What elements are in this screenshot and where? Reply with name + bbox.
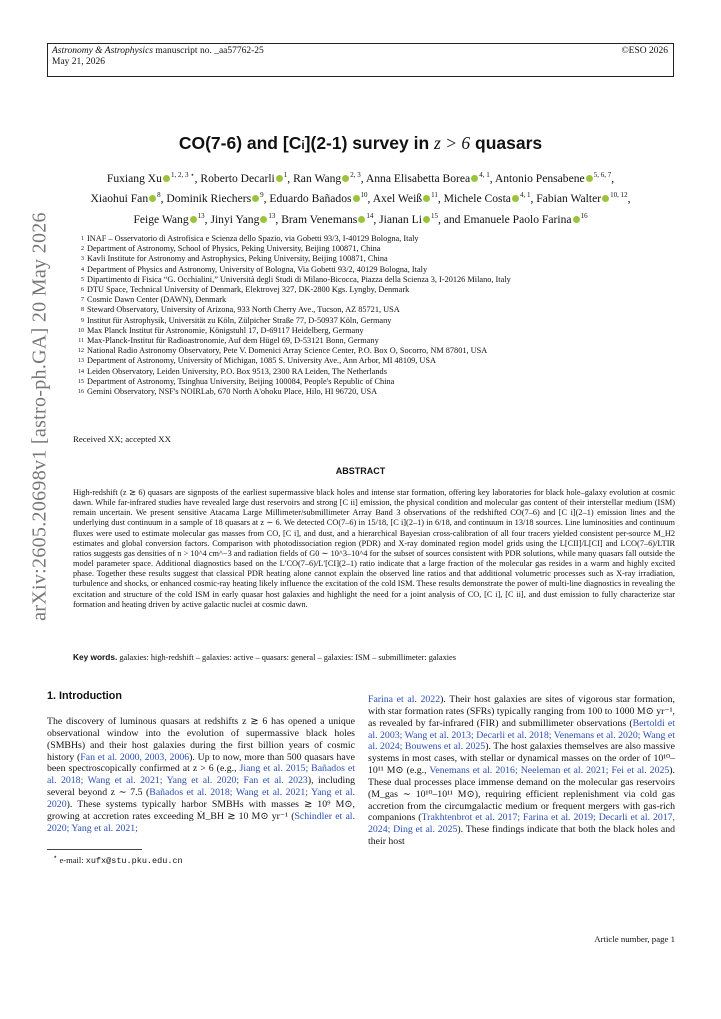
author-name: Roberto Decarli bbox=[200, 171, 275, 185]
author-name: Ran Wang bbox=[293, 171, 342, 185]
citation-link[interactable]: Bañados et al. 2018; Wang et al. 2021; Yang et al. 2020 bbox=[47, 787, 355, 810]
affiliation-item bbox=[75, 244, 675, 254]
affiliation-text: Leiden Observatory, Leiden University, P.O. Box 9513, 2300 RA Leiden, The Netherlands bbox=[87, 366, 387, 376]
affiliation-item bbox=[75, 387, 675, 397]
affiliation-item bbox=[75, 346, 675, 356]
orcid-icon[interactable] bbox=[190, 216, 197, 223]
affiliation-number: 13 bbox=[78, 358, 84, 365]
affiliation-list bbox=[75, 234, 675, 397]
affiliation-item bbox=[75, 377, 675, 387]
affiliation-number: 3 bbox=[81, 256, 84, 263]
orcid-icon[interactable] bbox=[163, 175, 170, 182]
affiliation-number: 10 bbox=[78, 327, 84, 334]
affiliation-item bbox=[75, 285, 675, 295]
citation-link[interactable]: Bertoldi et al. 2003; Wang et al. 2013; Decarli et al. 2018; Venemans et al. 2020; Wang et al. 2024; Bouwens et al. 2025 bbox=[368, 717, 675, 753]
affiliation-item bbox=[75, 326, 675, 336]
affiliation-text: National Radio Astronomy Observatory, Pete V. Domenici Array Science Center, P.O. Box O, Socorro, NM 87801, USA bbox=[87, 346, 488, 356]
affiliation-text: Kavli Institute for Astronomy and Astrophysics, Peking University, Beijing 100871, China bbox=[87, 254, 388, 264]
affiliation-text: Max Planck Institut für Astronomie, Königstuhl 17, D-69117 Heidelberg, Germany bbox=[87, 325, 364, 335]
author-affil-sup: 10 bbox=[360, 191, 368, 200]
footnote bbox=[53, 853, 183, 866]
affiliation-item bbox=[75, 295, 675, 305]
author-name: Xiaohui Fan bbox=[90, 192, 149, 206]
author bbox=[444, 192, 531, 205]
author-affil-sup: 9 bbox=[260, 191, 264, 200]
author-name: Fuxiang Xu bbox=[106, 171, 162, 185]
orcid-icon[interactable] bbox=[260, 216, 267, 223]
author bbox=[269, 192, 367, 205]
body-text: ). These findings indicate that both the black holes and their host bbox=[368, 824, 675, 848]
author-name: Feige Wang bbox=[133, 212, 189, 226]
citation-link[interactable]: Schindler et al. 2020; Yang et al. 2021; bbox=[47, 810, 355, 834]
orcid-icon[interactable] bbox=[252, 195, 259, 202]
affiliation-text: Steward Observatory, University of Arizona, 933 North Cherry Ave., Tucson, AZ 85721, USA bbox=[87, 305, 400, 315]
author-name: Antonio Pensabene bbox=[494, 171, 585, 185]
orcid-icon[interactable] bbox=[586, 175, 593, 182]
affiliation-text: Cosmic Dawn Center (DAWN), Denmark bbox=[87, 295, 227, 305]
author-affil-sup: 2, 3 bbox=[350, 171, 361, 179]
orcid-icon[interactable] bbox=[342, 175, 349, 182]
author-affil-sup: 15 bbox=[430, 211, 438, 220]
abstract-heading: ABSTRACT bbox=[335, 466, 386, 476]
affiliation-text: INAF – Osservatorio di Astrofisica e Scienza dello Spazio, via Gobetti 93/3, I-40129 Bologna, Italy bbox=[87, 234, 419, 243]
journal-name: Astronomy & Astrophysics bbox=[52, 46, 153, 56]
author-affil-sup: 5, 6, 7 bbox=[593, 171, 612, 179]
body-text: ). Up to now, more than 500 quasars have been spectroscopically confirmed at z > 6 (e.g., bbox=[47, 751, 355, 775]
author bbox=[536, 192, 627, 205]
footnote-marker: ⋆ bbox=[53, 853, 58, 861]
copyright: ©ESO 2026 bbox=[621, 46, 668, 56]
affiliation-text: Dipartimento di Fisica “G. Occhialini,” Università degli Studi di Milano-Bicocca, Piazza della Scienza 3, I-20126 Milano, Italy bbox=[87, 274, 511, 284]
author-name: Axel Weiß bbox=[372, 192, 423, 206]
body-column-left bbox=[47, 716, 355, 834]
affiliation-number: 15 bbox=[78, 378, 84, 385]
author-name: Anna Elisabetta Borea bbox=[365, 171, 471, 185]
affiliation-item bbox=[75, 254, 675, 264]
footnote-email[interactable]: xufx@stu.pku.edu.cn bbox=[85, 855, 183, 866]
affiliation-number: 1 bbox=[81, 236, 84, 242]
orcid-icon[interactable] bbox=[423, 216, 430, 223]
author-affil-sup: 1 bbox=[283, 171, 288, 179]
citation-link[interactable]: Farina et al. 2022 bbox=[368, 694, 441, 705]
author-affil-sup: 8 bbox=[157, 191, 161, 200]
keywords-label: Key words. bbox=[73, 652, 118, 662]
author bbox=[133, 213, 204, 226]
affiliation-item bbox=[75, 234, 675, 244]
affiliation-text: DTU Space, Technical University of Denmark, Elektrovej 327, DK-2800 Kgs. Lyngby, Denmark bbox=[87, 285, 410, 295]
affiliation-number: 14 bbox=[78, 368, 84, 375]
author bbox=[293, 172, 361, 185]
author-affil-sup: 1, 2, 3 ⋆ bbox=[170, 171, 195, 179]
author-affil-sup: 16 bbox=[580, 211, 588, 220]
affiliation-item bbox=[75, 265, 675, 275]
affiliation-number: 16 bbox=[78, 389, 84, 396]
author-name: Dominik Riechers bbox=[166, 192, 252, 206]
affiliation-text: Department of Astronomy, University of Michigan, 1085 S. University Ave., Ann Arbor, MI 48109, USA bbox=[87, 356, 437, 366]
abstract-text: High-redshift (z ≳ 6) quasars are signposts of the earliest supermassive black holes and intense star formation, offering key laboratories for black hole–galaxy evolution at cosmic dawn. While far-infrared studies have revealed large dust reservoirs and strong [C ii] emission, the physical condition and molecular gas content of their interstellar medium (ISM) remain uncertain. We present sensitive Atacama Large Millimeter/submillimeter Array Band 3 observations of the redshifted CO(7–6) and [C i](2–1) emission lines and the underlying dust continuum in a sample of 18 quasars at z ∼ 6. We detected CO(7–6) in 15/18, [C i](2–1) in 6/18, and continuum in 13/18 sources. Line luminosities and continuum fluxes were used to estimate molecular gas masses from CO, [C i], and dust, and a hierarchical Bayesian cross-calibration of all four tracers yielded consistent per-source M_H2 estimates and global conversion factors. Comparison with photodissociation region (PDR) and X-ray dominated region model grids using the L[CII]/L[CI] and LCO(7–6)/LTIR ratios suggests gas densities of n > 10^4 cm^−3 and radiation fields of G0 ∼ 10^3–10^4 for the subset of sources consistent with PDR solutions, while many quasars fall outside the model parameter space. Additional diagnostics based on the L′CO(7–6)/L′[CI](2–1) ratio indicate that a large fraction of the molecular gas resides in a warm and highly excited phase. Together these results suggest that classical PDR heating alone cannot explain the observed line ratios and that additional volumetric processes such as X-ray irradiation, turbulence and shocks, or enhanced cosmic-ray heating likely influence the excitation of the cold ISM. These results demonstrate the power of multi-line diagnostics in revealing the excitation and structure of the cold ISM in early quasar host galaxies and highlight the need for a joint analysis of CO, [C i], [C ii], and dust emission to fully characterize star formation and heating driven by active galactic nuclei at cosmic dawn. bbox=[73, 488, 675, 609]
body-text: ), including several beyond z ∼ 7.5 ( bbox=[47, 775, 356, 799]
author-name: Michele Costa bbox=[443, 192, 511, 206]
author-affil-sup: 4, 1 bbox=[519, 191, 531, 200]
affiliation-number: 9 bbox=[81, 317, 84, 324]
affiliation-item bbox=[75, 275, 675, 285]
manuscript-date: May 21, 2026 bbox=[52, 57, 106, 67]
author-affil-sup: 11 bbox=[431, 191, 438, 200]
arxiv-stamp: arXiv:2605.20698v1 [astro-ph.GA] 20 May 2026 bbox=[28, 212, 51, 621]
affiliation-item bbox=[75, 356, 675, 366]
keywords bbox=[73, 652, 675, 662]
author-name: Emanuele Paolo Farina bbox=[463, 212, 572, 226]
citation-link[interactable]: Venemans et al. 2016; Neeleman et al. 2021; Fei et al. 2025 bbox=[429, 765, 670, 777]
author bbox=[107, 172, 195, 185]
manuscript-header bbox=[47, 43, 674, 77]
citation-link[interactable]: Jiang et al. 2015; Bañados et al. 2018; Wang et al. 2021; Yang et al. 2020; Fan et al. 2023 bbox=[47, 763, 355, 787]
paper-title: CO(7-6) and [Ci](2-1) survey in z > 6 quasars bbox=[178, 133, 543, 153]
author bbox=[200, 172, 287, 185]
author bbox=[90, 192, 160, 205]
affiliation-item bbox=[75, 316, 675, 326]
author bbox=[379, 213, 438, 226]
orcid-icon[interactable] bbox=[358, 216, 365, 223]
orcid-icon[interactable] bbox=[353, 195, 360, 202]
footnote-label: e-mail: bbox=[59, 854, 84, 865]
citation-link[interactable]: Trakhtenbrot et al. 2017; Farina et al. 2019; Decarli et al. 2017, 2024; Ding et al. 2025 bbox=[368, 812, 675, 836]
page-number: Article number, page 1 bbox=[594, 934, 675, 944]
affiliation-number: 5 bbox=[81, 276, 84, 283]
author bbox=[281, 213, 373, 226]
author bbox=[210, 213, 275, 226]
affiliation-item bbox=[75, 367, 675, 377]
affiliation-number: 12 bbox=[78, 348, 84, 355]
affiliation-number: 7 bbox=[81, 297, 84, 304]
author-name: Jinyi Yang bbox=[210, 212, 260, 226]
author-name: Bram Venemans bbox=[281, 212, 358, 226]
author-name: Jianan Li bbox=[379, 212, 422, 226]
author bbox=[495, 172, 611, 185]
affiliation-text: Department of Astronomy, Tsinghua University, Beijing 100084, People's Republic of China bbox=[87, 376, 395, 386]
affiliation-item bbox=[75, 305, 675, 315]
received-line: Received XX; accepted XX bbox=[73, 434, 171, 444]
author bbox=[373, 192, 438, 205]
citation-link[interactable]: Fan et al. 2000, 2003, 2006 bbox=[80, 751, 190, 763]
body-text: The discovery of luminous quasars at redshifts z ≳ 6 has opened a unique observational window into the evolution of supermassive black holes (SMBHs) and their host galaxies during the first billion years of cosmic history ( bbox=[47, 716, 355, 763]
affiliation-number: 6 bbox=[81, 287, 84, 294]
affiliation-text: Max-Planck-Institut für Radioastronomie, Auf dem Hügel 69, D-53121 Bonn, Germany bbox=[87, 336, 379, 346]
orcid-icon[interactable] bbox=[602, 195, 609, 202]
affiliation-text: Department of Physics and Astronomy, University of Bologna, Via Gobetti 93/2, 40129 Bologna, Italy bbox=[87, 264, 428, 274]
author-affil-sup: 13 bbox=[268, 211, 276, 220]
author-name: Fabian Walter bbox=[536, 192, 602, 206]
affiliation-text: Institut für Astrophysik, Universität zu Köln, Zülpicher Straße 77, D-50937 Köln, Germany bbox=[87, 315, 392, 325]
orcid-icon[interactable] bbox=[423, 195, 430, 202]
affiliation-number: 11 bbox=[78, 338, 84, 345]
body-text: ). These systems typically harbor SMBHs with masses ≳ 10⁹ M⊙, growing at accretion rates exceeding Ṁ_BH ≳ 10 M⊙ yr⁻¹ ( bbox=[47, 798, 355, 822]
author-affil-sup: 14 bbox=[366, 211, 374, 220]
body-text: ). These dual processes place immense demand on the molecular gas reservoirs (M_gas ∼ 10¹⁰–10¹¹ M⊙), requiring efficient replenishment via cold gas accretion from the circumgalactic medium or frequent mergers with gas-rich companions ( bbox=[368, 765, 675, 824]
section-title: 1. Introduction bbox=[47, 690, 122, 702]
author-list: Fuxiang Xu $^{1, 2, 3 ⋆}$, Roberto Decarli $^1$, Ran Wang $^{2, 3}$, Anna Elisabetta Borea $^{4, 1}$, Antonio Pensabene $^{5, 6, 7}$, Xiaohui Fan $^8$, Dominik Riechers $^9$, Eduardo Bañados $^{10}$, Axel Weiß $^{11}$, Michele Costa $^{4, 1}$, Fabian Walter $^{10, 12}$, Feige Wang $^{13}$, Jinyi Yang $^{13}$, Bram Venemans $^{14}$, Jianan Li $^{15}$, and Emanuele Paolo Farina $^{16}$ bbox=[90, 171, 631, 226]
orcid-icon[interactable] bbox=[471, 175, 478, 182]
orcid-icon[interactable] bbox=[512, 195, 519, 202]
orcid-icon[interactable] bbox=[573, 216, 580, 223]
author bbox=[463, 213, 587, 226]
orcid-icon[interactable] bbox=[276, 175, 283, 182]
footnote-rule bbox=[47, 849, 142, 850]
body-text: ). The host galaxies themselves are also massive systems in most cases, with stellar or dynamical masses on the order of 10¹⁰–10¹¹ M⊙ (e.g., bbox=[368, 741, 675, 777]
author bbox=[166, 192, 263, 205]
manuscript-number: manuscript no. _aa57762-25 bbox=[155, 46, 264, 56]
affiliation-number: 8 bbox=[81, 307, 84, 314]
author-affil-sup: 10, 12 bbox=[610, 191, 628, 200]
author-name: Eduardo Bañados bbox=[269, 192, 352, 206]
orcid-icon[interactable] bbox=[149, 195, 156, 202]
author-affil-sup: 13 bbox=[197, 211, 205, 220]
body-column-right bbox=[368, 694, 675, 848]
affiliation-text: Department of Astronomy, School of Physics, Peking University, Beijing 100871, China bbox=[87, 244, 381, 254]
keywords-text: galaxies: high-redshift – galaxies: active – quasars: general – galaxies: ISM – submillimeter: galaxies bbox=[119, 653, 456, 662]
affiliation-number: 4 bbox=[81, 266, 84, 273]
author bbox=[366, 172, 490, 185]
affiliation-item bbox=[75, 336, 675, 346]
body-text: ). Their host galaxies are sites of vigorous star formation, with star formation rates (SFRs) typically ranging from 100 to 1000 M⊙ yr⁻¹, as revealed by far-infrared (FIR) and submillimeter observations ( bbox=[368, 694, 676, 729]
affiliation-number: 2 bbox=[81, 246, 84, 253]
author-affil-sup: 4, 1 bbox=[479, 171, 490, 179]
affiliation-text: Gemini Observatory, NSF's NOIRLab, 670 North A'ohoku Place, Hilo, HI 96720, USA bbox=[87, 387, 378, 397]
